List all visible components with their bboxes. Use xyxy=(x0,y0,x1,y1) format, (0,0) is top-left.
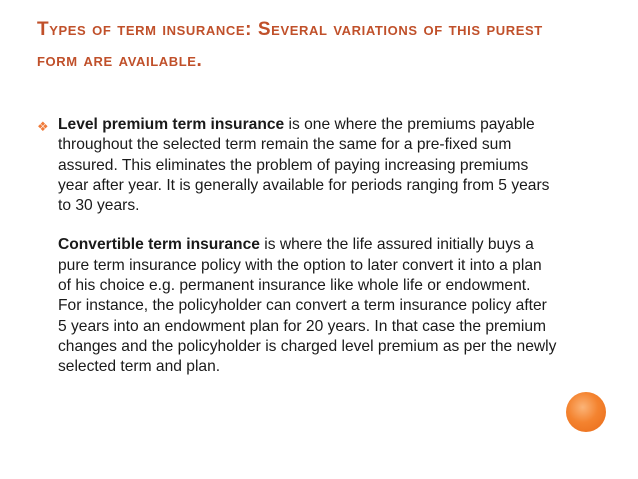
description-convertible: is where the life assured initially buys a pure term insurance policy with the option to later convert it into a plan of his choice e.g. permanent insurance like whole life or endowment. For instance, the policyholder can convert a term insurance policy after 5 years into an endowment plan for 20 years. In that case the premium changes and the policyholder is charged level premium as per the newly selected term and plan. xyxy=(58,236,557,376)
term-level-premium: Level premium term insurance xyxy=(58,116,285,133)
paragraph-convertible xyxy=(58,235,558,377)
diamond-bullet-icon: ❖ xyxy=(37,120,49,135)
description-level-premium: is one where the premiums payable throughout the selected term remain the same for a pre-fixed sum assured. This eliminates the problem of paying increasing premiums year after year. It is generally available for periods ranging from 5 years to 30 years. xyxy=(58,116,550,215)
decorative-orange-circle xyxy=(566,392,606,432)
slide-title: Types of term insurance: Several variations of this purest form are available. xyxy=(37,19,543,71)
term-convertible: Convertible term insurance xyxy=(58,236,260,254)
slide-body xyxy=(58,115,558,378)
paragraph-level-premium xyxy=(58,115,558,216)
